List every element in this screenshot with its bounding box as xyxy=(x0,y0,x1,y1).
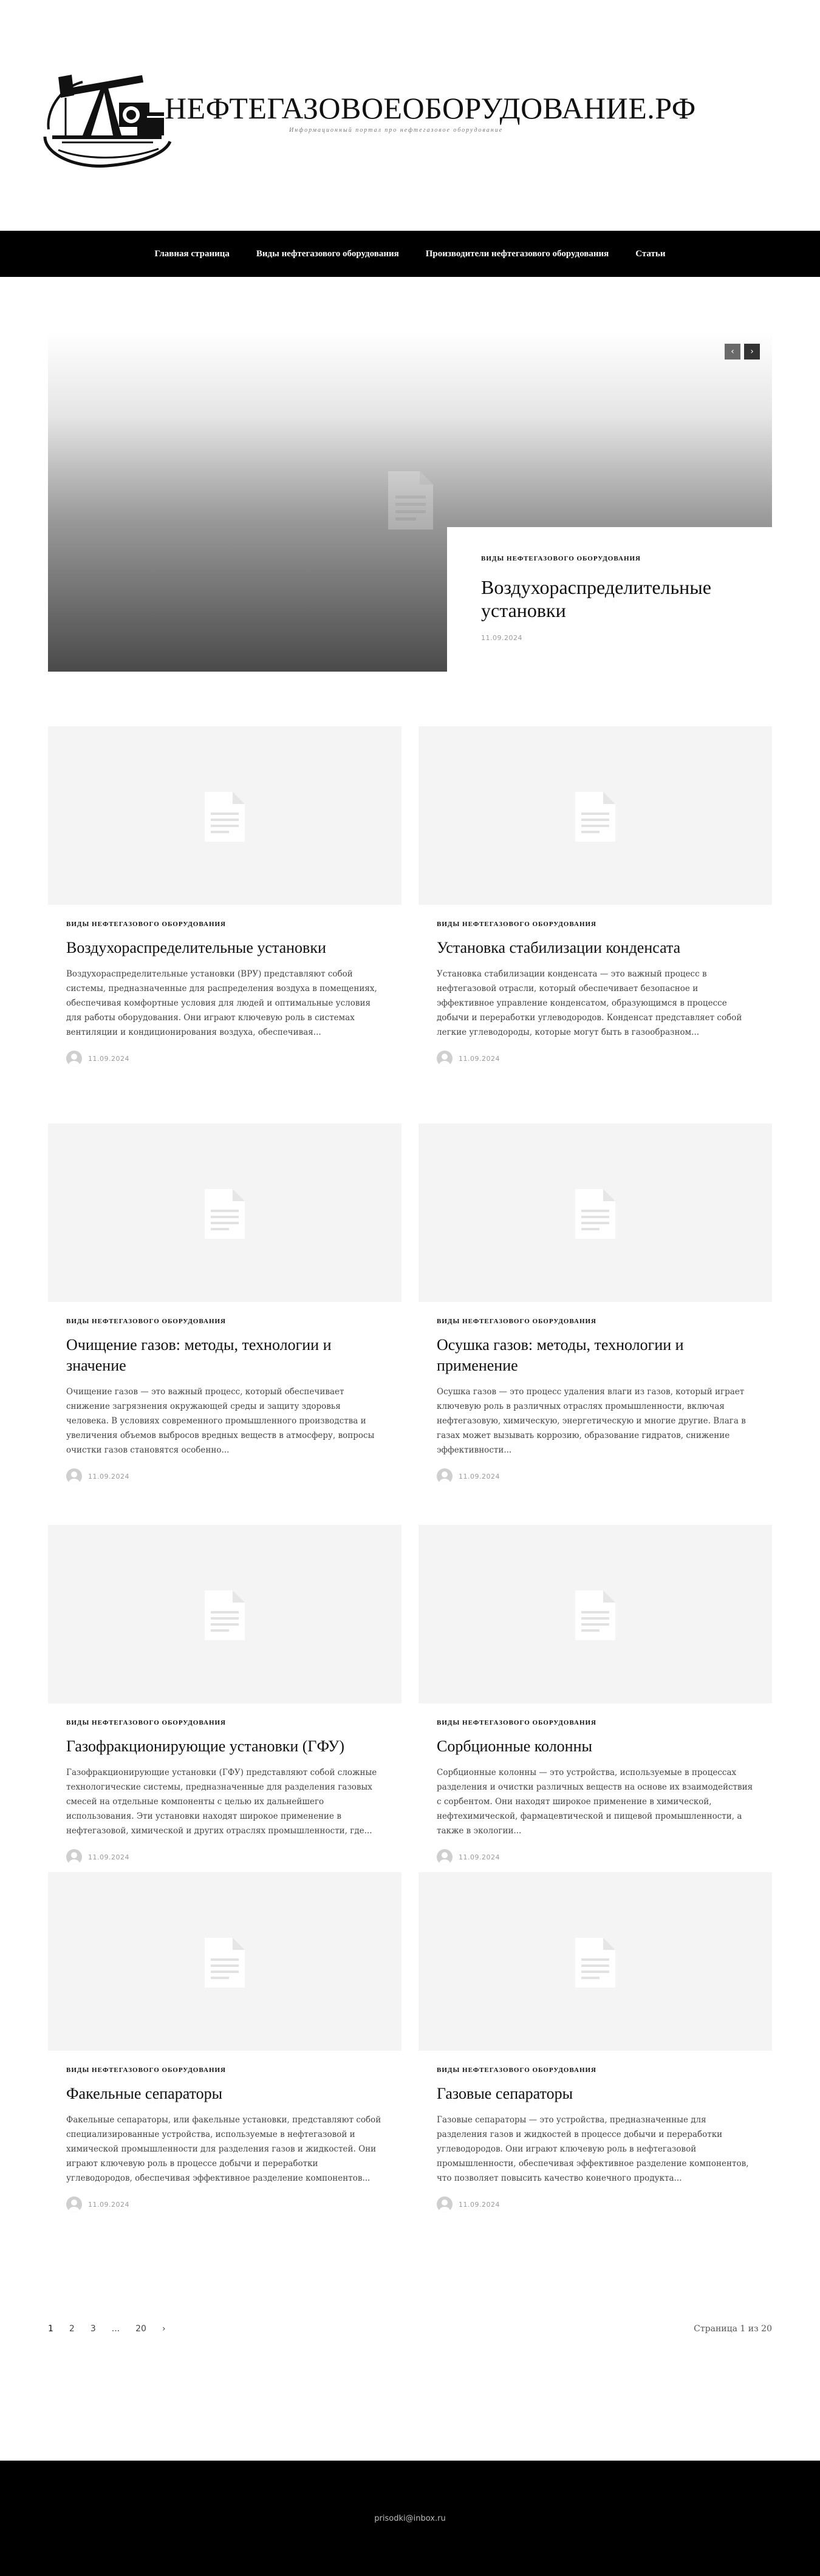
post-meta xyxy=(437,1468,754,1484)
post-date: 11.09.2024 xyxy=(88,1853,129,1861)
slider-controls xyxy=(725,344,760,359)
post-thumbnail[interactable] xyxy=(48,1123,401,1302)
post-excerpt: Очищение газов — это важный процесс, который обеспечивает снижение загрязнения окружающей среды и защиту здоровья человека. В условиях современного промышленного производства и увеличения объемов выбросов вредных веществ в атмосферу, вопросы очистки газов становятся особенно... xyxy=(66,1387,375,1455)
post-date: 11.09.2024 xyxy=(88,2200,129,2209)
post-title[interactable]: Сорбционные колонны xyxy=(437,1737,592,1755)
page-link[interactable]: 3 xyxy=(90,2324,96,2334)
post-title[interactable]: Осушка газов: методы, технологии и применение xyxy=(437,1336,684,1374)
post-category[interactable]: ВИДЫ НЕФТЕГАЗОВОГО ОБОРУДОВАНИЯ xyxy=(437,1719,596,1726)
chevron-right-icon: › xyxy=(750,347,754,356)
post-thumbnail[interactable] xyxy=(419,1123,772,1302)
slider-next-button[interactable] xyxy=(744,344,760,359)
post-title[interactable]: Установка стабилизации конденсата xyxy=(437,939,681,956)
post-meta xyxy=(66,1051,383,1066)
post-meta xyxy=(437,2196,754,2212)
author-avatar[interactable] xyxy=(437,1849,453,1865)
post-meta xyxy=(66,1849,383,1865)
nav-item-manufacturers[interactable]: Производители нефтегазового оборудования xyxy=(425,248,609,259)
post-excerpt: Воздухораспределительные установки (ВРУ) представляют собой системы, предназначенные для распределения воздуха в помещениях, обеспечивая комфортные условия для людей и оптимальные условия для работы оборудования. Они играют ключевую роль в системах вентиляции и кондиционирования воздуха, обеспечивая... xyxy=(66,969,377,1037)
post-excerpt: Факельные сепараторы, или факельные установки, представляют собой специализированные устройства, используемые в нефтегазовой и химической промышленности для разделения газов и жидкостей. Они играют ключевую роль в процессе добычи и переработки углеводородов, обеспечивая эффективное разделение компонентов... xyxy=(66,2115,381,2183)
post-card xyxy=(48,1525,401,1865)
image-placeholder-icon xyxy=(575,1590,615,1640)
author-avatar[interactable] xyxy=(66,2196,82,2212)
featured-post-date: 11.09.2024 xyxy=(481,634,522,642)
footer-email-link[interactable]: prisodki@inbox.ru xyxy=(374,2513,446,2523)
post-meta xyxy=(66,2196,383,2212)
author-avatar[interactable] xyxy=(66,1468,82,1484)
post-title[interactable]: Газовые сепараторы xyxy=(437,2085,573,2102)
post-card xyxy=(48,1872,401,2212)
post-category[interactable]: ВИДЫ НЕФТЕГАЗОВОГО ОБОРУДОВАНИЯ xyxy=(66,2067,226,2074)
post-meta xyxy=(66,1468,383,1484)
post-thumbnail[interactable] xyxy=(48,1872,401,2051)
image-placeholder-icon xyxy=(205,1590,245,1640)
post-date: 11.09.2024 xyxy=(88,1472,129,1481)
post-category[interactable]: ВИДЫ НЕФТЕГАЗОВОГО ОБОРУДОВАНИЯ xyxy=(66,1719,226,1726)
post-date: 11.09.2024 xyxy=(459,1472,500,1481)
post-date: 11.09.2024 xyxy=(459,2200,500,2209)
nav-item-equipment-types[interactable]: Виды нефтегазового оборудования xyxy=(256,248,399,259)
post-thumbnail[interactable] xyxy=(419,1872,772,2051)
post-excerpt: Газовые сепараторы — это устройства, предназначенные для разделения газов и жидкостей в процессе добычи и переработки углеводородов. Они играют ключевую роль в нефтегазовой промышленности, обеспечивая эффективное разделение компонентов, что позволяет повысить качество конечного продукта... xyxy=(437,2115,749,2183)
image-placeholder-icon xyxy=(575,1938,615,1988)
author-avatar[interactable] xyxy=(66,1051,82,1066)
author-avatar[interactable] xyxy=(66,1849,82,1865)
site-logo[interactable] xyxy=(40,64,696,173)
featured-post-category[interactable]: ВИДЫ НЕФТЕГАЗОВОГО ОБОРУДОВАНИЯ xyxy=(481,555,641,562)
image-placeholder-icon xyxy=(205,1189,245,1239)
next-page-button[interactable]: › xyxy=(162,2324,166,2334)
post-card xyxy=(419,1525,772,1865)
image-placeholder-icon xyxy=(388,471,433,530)
post-thumbnail[interactable] xyxy=(48,726,401,905)
nav-item-home[interactable]: Главная страница xyxy=(154,248,230,259)
post-date: 11.09.2024 xyxy=(459,1853,500,1861)
page-ellipsis: ... xyxy=(111,2324,120,2334)
post-thumbnail[interactable] xyxy=(419,726,772,905)
post-category[interactable]: ВИДЫ НЕФТЕГАЗОВОГО ОБОРУДОВАНИЯ xyxy=(437,2067,596,2074)
site-header xyxy=(0,0,820,231)
post-card xyxy=(419,1123,772,1484)
post-category[interactable]: ВИДЫ НЕФТЕГАЗОВОГО ОБОРУДОВАНИЯ xyxy=(66,921,226,928)
post-excerpt: Газофракционирующие установки (ГФУ) представляют собой сложные технологические системы, предназначенные для разделения газовых смесей на отдельные компоненты с целью их дальнейшего использования. Эти установки находят широкое применение в нефтегазовой, химической и других отраслях промышленности, где... xyxy=(66,1768,377,1836)
page-link[interactable]: 2 xyxy=(69,2324,75,2334)
image-placeholder-icon xyxy=(575,1189,615,1239)
chevron-left-icon: ‹ xyxy=(731,347,734,356)
oil-pump-logo-icon xyxy=(40,64,174,170)
post-category[interactable]: ВИДЫ НЕФТЕГАЗОВОГО ОБОРУДОВАНИЯ xyxy=(437,1318,596,1325)
featured-slider[interactable] xyxy=(48,332,772,672)
post-date: 11.09.2024 xyxy=(88,1054,129,1063)
author-avatar[interactable] xyxy=(437,1468,453,1484)
slider-prev-button[interactable] xyxy=(725,344,740,359)
site-footer xyxy=(0,2461,820,2576)
post-meta xyxy=(437,1849,754,1865)
post-thumbnail[interactable] xyxy=(419,1525,772,1703)
post-date: 11.09.2024 xyxy=(459,1054,500,1063)
post-excerpt: Осушка газов — это процесс удаления влаги из газов, который играет ключевую роль в различных отраслях промышленности, включая нефтегазовую, химическую, энергетическую и многие другие. Влага в газах может вызывать коррозию, образование гидратов, снижение эффективности... xyxy=(437,1387,746,1455)
post-thumbnail[interactable] xyxy=(48,1525,401,1703)
post-title[interactable]: Очищение газов: методы, технологии и значение xyxy=(66,1336,332,1374)
page-info: Страница 1 из 20 xyxy=(694,2324,772,2334)
featured-post-card xyxy=(447,527,772,672)
featured-post-title[interactable]: Воздухораспределительные установки xyxy=(481,576,711,621)
post-card xyxy=(48,1123,401,1484)
post-excerpt: Установка стабилизации конденсата — это важный процесс в нефтегазовой отрасли, который обеспечивает безопасное и эффективное управление конденсатом, образующимся в процессе добычи и переработки углеводородов. Конденсат представляет собой легкие углеводороды, которые могут быть в газообразном... xyxy=(437,969,742,1037)
author-avatar[interactable] xyxy=(437,1051,453,1066)
post-category[interactable]: ВИДЫ НЕФТЕГАЗОВОГО ОБОРУДОВАНИЯ xyxy=(66,1318,226,1325)
image-placeholder-icon xyxy=(205,1938,245,1988)
page-link-last[interactable]: 20 xyxy=(135,2324,146,2334)
image-placeholder-icon xyxy=(575,792,615,842)
image-placeholder-icon xyxy=(205,792,245,842)
pagination xyxy=(48,2320,772,2338)
post-card xyxy=(419,1872,772,2212)
nav-item-articles[interactable]: Статьи xyxy=(635,248,666,259)
post-card xyxy=(419,726,772,1066)
site-title[interactable]: НЕФТЕГАЗОВОЕОБОРУДОВАНИЕ.РФ xyxy=(165,91,696,125)
post-meta xyxy=(437,1051,754,1066)
post-title[interactable]: Факельные сепараторы xyxy=(66,2085,223,2102)
page-link-current[interactable]: 1 xyxy=(48,2324,53,2334)
site-tagline: Информационный портал про нефтегазовое оборудование xyxy=(289,127,504,134)
author-avatar[interactable] xyxy=(437,2196,453,2212)
post-title[interactable]: Воздухораспределительные установки xyxy=(66,939,326,956)
main-navigation xyxy=(0,231,820,277)
post-card xyxy=(48,726,401,1066)
post-excerpt: Сорбционные колонны — это устройства, используемые в процессах разделения и очистки различных веществ на основе их взаимодействия с сорбентом. Они находят широкое применение в химической, нефтехимической, фармацевтической и пищевой промышленности, а также в экологии... xyxy=(437,1768,753,1836)
post-category[interactable]: ВИДЫ НЕФТЕГАЗОВОГО ОБОРУДОВАНИЯ xyxy=(437,921,596,928)
post-title[interactable]: Газофракционирующие установки (ГФУ) xyxy=(66,1737,345,1755)
